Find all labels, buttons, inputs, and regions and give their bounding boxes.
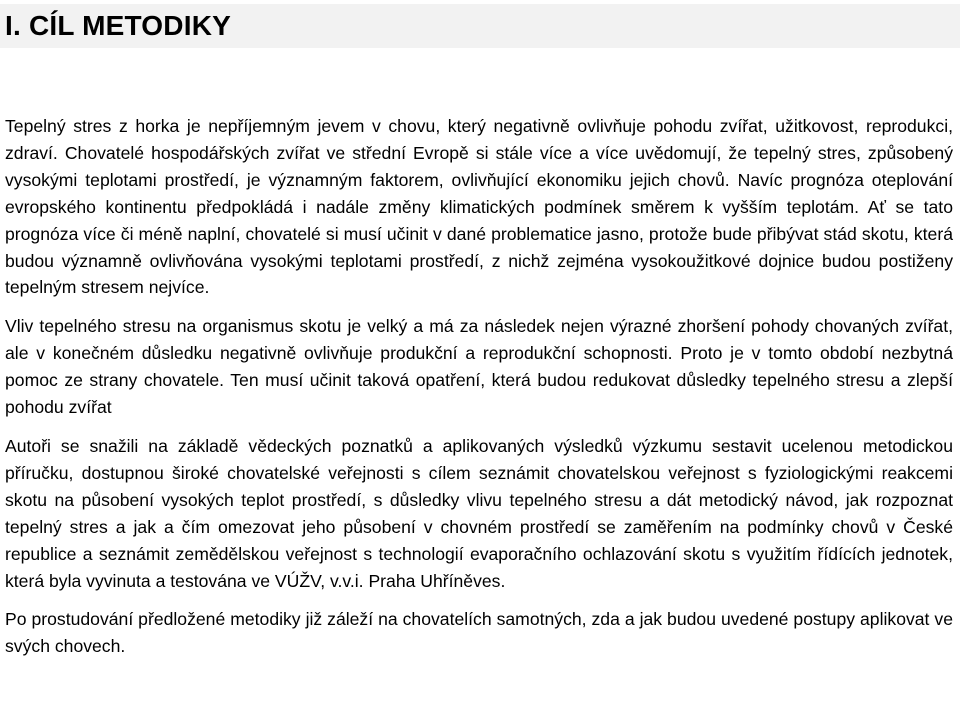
paragraph-4: Po prostudování předložené metodiky již záleží na chovatelích samotných, zda a jak budou uvedené postupy aplikovat ve svých chovech.: [5, 609, 953, 657]
paragraph-1: Tepelný stres z horka je nepříjemným jevem v chovu, který negativně ovlivňuje pohodu zvířat, užitkovost, reprodukci, zdraví. Chovatelé hospodářských zvířat ve střední Evropě si stále více a více uvědomují, že tepelný stres, způsobený vysokými teplotami prostředí, je významným faktorem, ovlivňující ekonomiku jejich chovů. Navíc prognóza oteplování evropského kontinentu předpokládá i nadále změny klimatických podmínek směrem k vyšším teplotám. Ať se tato prognóza více či méně naplní, chovatelé si musí učinit v dané problematice jasno, protože bude přibývat stád skotu, která budou významně ovlivňována vysokými teplotami prostředí, z nichž zejména vysokoužitkové dojnice budou postiženy tepelným stresem nejvíce.: [5, 116, 953, 298]
paragraph-2: Vliv tepelného stresu na organismus skotu je velký a má za následek nejen výrazné zhoršení pohody chovaných zvířat, ale v konečném důsledku negativně ovlivňuje produkční a reprodukční schopnosti. Proto je v tomto období nezbytná pomoc ze strany chovatele. Ten musí učinit taková opatření, která budou redukovat důsledky tepelného stresu a zlepší pohodu zvířat: [5, 316, 953, 418]
paragraph-3: Autoři se snažili na základě vědeckých poznatků a aplikovaných výsledků výzkumu sestavit ucelenou metodickou příručku, dostupnou široké chovatelské veřejnosti s cílem seznámit chovatelskou veřejnost s fyziologickými reakcemi skotu na působení vysokých teplot prostředí, s důsledky vlivu tepelného stresu a dát metodický návod, jak rozpoznat tepelný stres a jak a čím omezovat jeho působení v chovném prostředí se zaměřením na podmínky chovů v České republice a seznámit zemědělskou veřejnost s technologií evaporačního ochlazování skotu s využitím řídících jednotek, která byla vyvinuta a testována ve VÚŽV, v.v.i. Praha Uhříněves.: [5, 435, 953, 591]
page-title: I. CÍL METODIKY: [5, 10, 231, 41]
document-body: [5, 113, 953, 672]
